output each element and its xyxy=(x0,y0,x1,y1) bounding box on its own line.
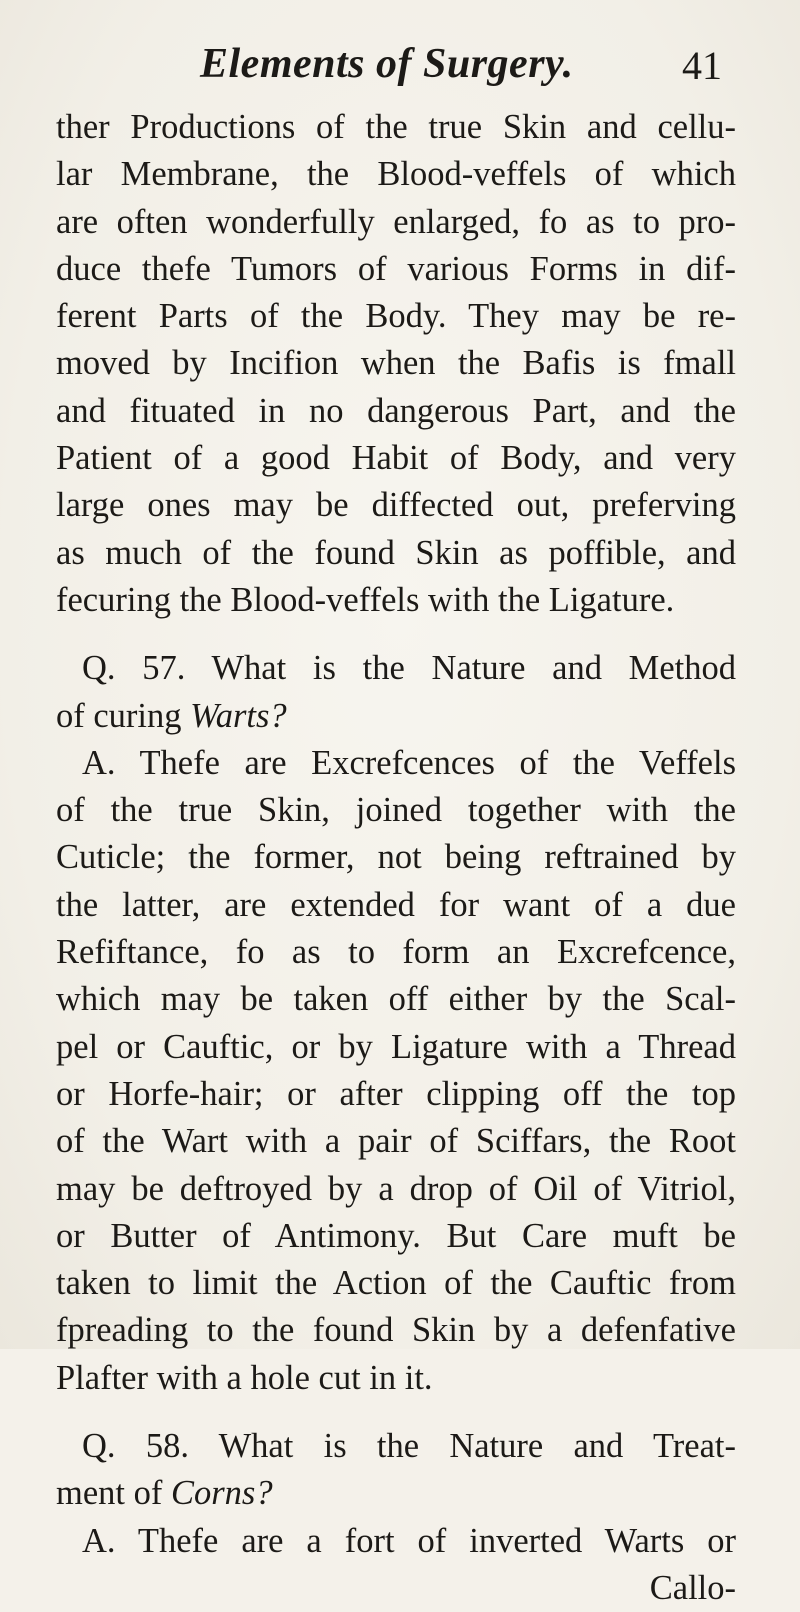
question-58-text: ment of xyxy=(56,1474,171,1513)
text-line: which may be taken off either by the Scal- xyxy=(56,980,736,1019)
text-line: ther Productions of the true Skin and cellu- xyxy=(56,108,736,146)
text-line: Cuticle; the former, not being reftrained by xyxy=(56,838,736,877)
text-line: moved by Incifion when the Bafis is fmall xyxy=(56,344,736,383)
question-57-line xyxy=(56,693,736,740)
text-line: Refiftance, fo as to form an Excrefcence, xyxy=(56,933,736,972)
question-57-text: of curing xyxy=(56,696,191,735)
text-line: may be deftroyed by a drop of Oil of Vitriol, xyxy=(56,1169,736,1208)
catchword: Callo- xyxy=(649,1568,736,1607)
page-number: 41 xyxy=(682,43,722,88)
text-line: of the true Skin, joined together with the xyxy=(56,791,736,830)
question-58-line: Q. 58. What is the Nature and Treat- xyxy=(82,1427,736,1466)
text-line: or Horfe-hair; or after clipping off the top xyxy=(56,1074,736,1113)
text-line: pel or Cauftic, or by Ligature with a Thread xyxy=(56,1027,736,1066)
body-text xyxy=(56,104,736,1612)
text-line: fecuring the Blood-veffels with the Ligature. xyxy=(56,580,675,619)
answer-57-line: A. Thefe are Excrefcences of the Veffels xyxy=(82,743,736,782)
question-57-topic: Warts? xyxy=(190,696,287,735)
text-line: or Butter of Antimony. But Care muft be xyxy=(56,1216,736,1255)
text-line: fpreading to the found Skin by a defenfative xyxy=(56,1311,736,1350)
text-line: large ones may be diffected out, preferving xyxy=(56,486,736,525)
question-58-line xyxy=(56,1470,736,1517)
answer-58-line: A. Thefe are a fort of inverted Warts or xyxy=(82,1521,736,1560)
text-line: taken to limit the Action of the Cauftic from xyxy=(56,1264,736,1303)
text-line: the latter, are extended for want of a due xyxy=(56,885,736,924)
text-line: duce thefe Tumors of various Forms in dif- xyxy=(56,249,736,288)
text-line: of the Wart with a pair of Sciffars, the Root xyxy=(56,1122,736,1161)
question-57-line: Q. 57. What is the Nature and Method xyxy=(82,649,736,688)
text-line: ferent Parts of the Body. They may be re- xyxy=(56,297,736,336)
running-title: Elements of Surgery. xyxy=(200,41,574,87)
text-line: Patient of a good Habit of Body, and very xyxy=(56,439,736,478)
text-line: as much of the found Skin as poffible, and xyxy=(56,533,736,572)
paragraph-gap xyxy=(56,1402,736,1423)
text-line: are often wonderfully enlarged, fo as to pro- xyxy=(56,202,736,241)
text-line: lar Membrane, the Blood-veffels of which xyxy=(56,155,736,194)
running-head xyxy=(0,40,800,90)
paragraph-gap xyxy=(56,624,736,645)
text-line: Plafter with a hole cut in it. xyxy=(56,1358,433,1397)
question-58-topic: Corns? xyxy=(170,1474,273,1513)
text-line: and fituated in no dangerous Part, and the xyxy=(56,391,736,430)
